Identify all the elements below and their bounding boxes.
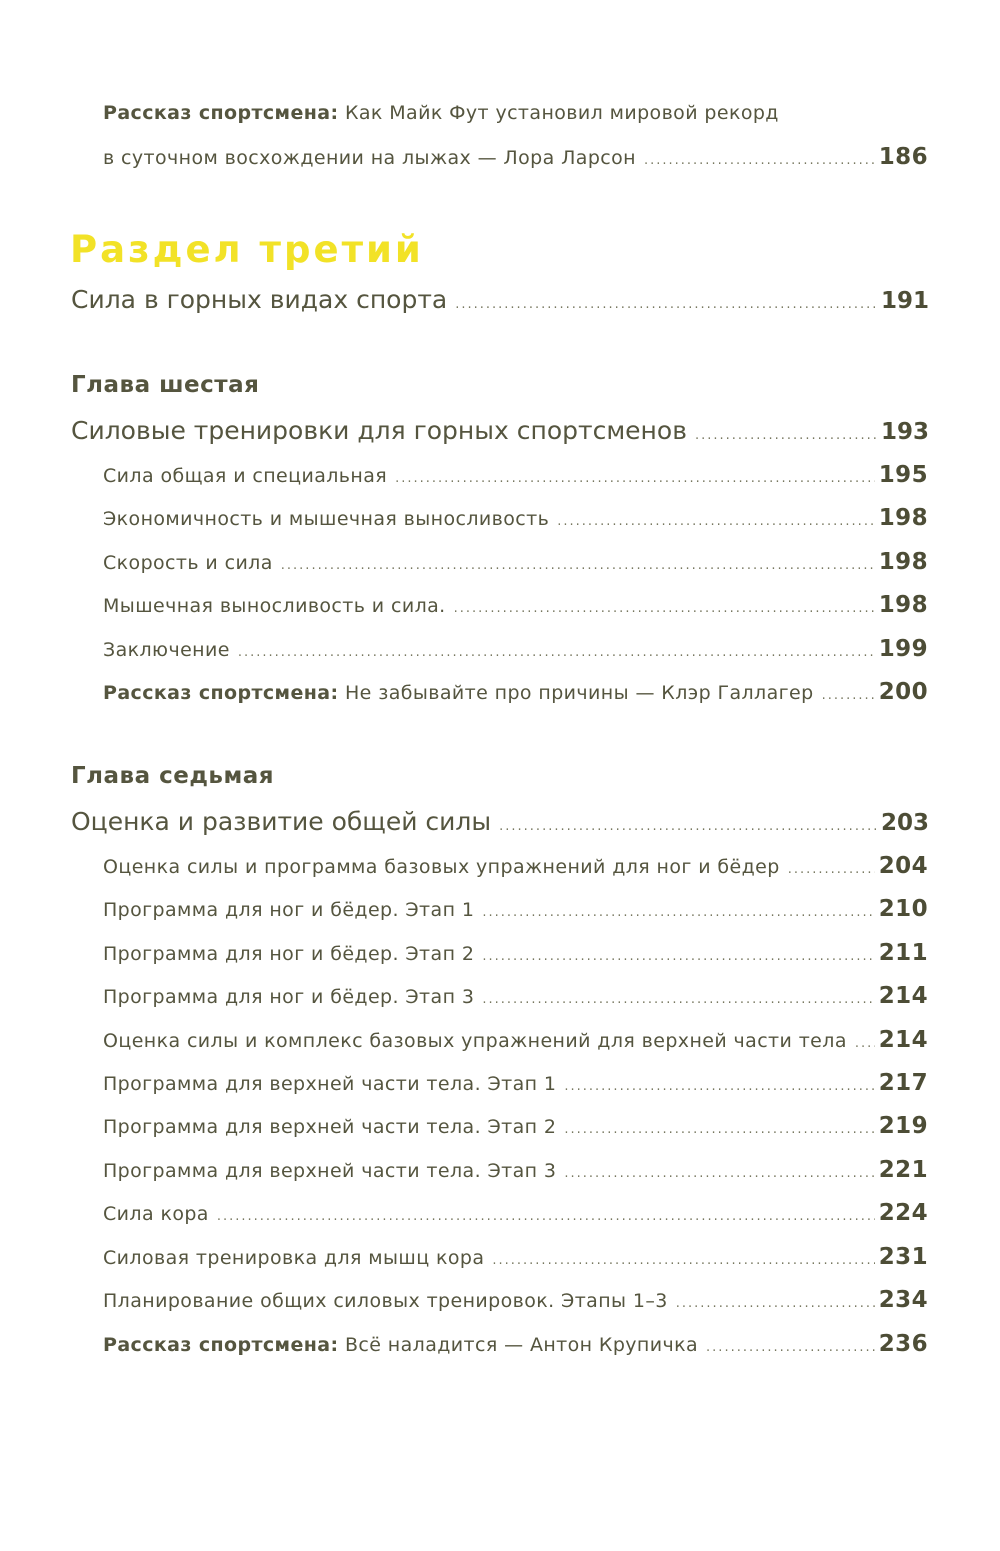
toc-entry bbox=[103, 592, 928, 618]
leader-dots bbox=[395, 471, 875, 486]
leader-dots bbox=[564, 1122, 874, 1137]
toc-entry bbox=[103, 940, 928, 966]
page-number: 224 bbox=[878, 1200, 928, 1226]
leader-dots bbox=[564, 1079, 874, 1094]
section-title: Раздел третий bbox=[70, 228, 424, 271]
entry-text: Заключение bbox=[103, 639, 230, 661]
entry-text: Оценка силы и программа базовых упражнений для ног и бёдер bbox=[103, 856, 780, 878]
leader-dots bbox=[492, 1253, 874, 1268]
toc-entry-story bbox=[103, 1331, 928, 1357]
toc-entry-section bbox=[71, 285, 929, 314]
toc-entry bbox=[103, 636, 928, 662]
toc-entry bbox=[103, 462, 928, 488]
toc-entry bbox=[103, 896, 928, 922]
story-label: Рассказ спортсмена: bbox=[103, 1334, 339, 1356]
page-number: 214 bbox=[878, 983, 928, 1009]
leader-dots bbox=[482, 992, 874, 1007]
leader-dots bbox=[564, 1166, 874, 1181]
toc-entry bbox=[103, 1157, 928, 1183]
leader-dots bbox=[482, 905, 874, 920]
entry-text: Сила общая и специальная bbox=[103, 465, 388, 487]
toc-entry bbox=[103, 1113, 928, 1139]
page-number: 217 bbox=[878, 1070, 928, 1096]
page-number: 195 bbox=[878, 462, 928, 488]
page-number: 198 bbox=[878, 505, 928, 531]
entry-text: Планирование общих силовых тренировок. Этапы 1–3 bbox=[103, 1290, 668, 1312]
entry-text: Силовая тренировка для мышц кора bbox=[103, 1247, 485, 1269]
leader-dots bbox=[644, 153, 875, 168]
toc-entry-intro-line2 bbox=[103, 144, 928, 170]
story-text: Не забывайте про причины — Клэр Галлагер bbox=[344, 682, 814, 704]
story-label: Рассказ спортсмена: bbox=[103, 102, 339, 124]
toc-entry-intro-line1 bbox=[103, 102, 779, 124]
page-number: 186 bbox=[878, 144, 928, 170]
page-number: 221 bbox=[878, 1157, 928, 1183]
toc-entry bbox=[103, 1027, 928, 1053]
toc-entry bbox=[103, 549, 928, 575]
leader-dots bbox=[676, 1296, 875, 1311]
toc-entry bbox=[103, 1287, 928, 1313]
toc-entry-chapter7 bbox=[71, 807, 929, 836]
story-text: Как Майк Фут установил мировой рекорд bbox=[344, 102, 779, 124]
entry-text: Силовые тренировки для горных спортсменов bbox=[71, 416, 687, 445]
entry-text: Программа для ног и бёдер. Этап 2 bbox=[103, 943, 475, 965]
page-number: 198 bbox=[878, 592, 928, 618]
entry-text: Мышечная выносливость и сила. bbox=[103, 595, 446, 617]
leader-dots bbox=[217, 1209, 875, 1224]
page-number: 199 bbox=[878, 636, 928, 662]
leader-dots bbox=[238, 645, 875, 660]
page-number: 219 bbox=[878, 1113, 928, 1139]
entry-text: Оценка и развитие общей силы bbox=[71, 807, 492, 836]
chapter-heading: Глава шестая bbox=[71, 372, 260, 398]
page-number: 234 bbox=[878, 1287, 928, 1313]
leader-dots bbox=[695, 428, 877, 443]
page-number: 203 bbox=[880, 810, 929, 836]
leader-dots bbox=[455, 297, 877, 312]
entry-text: Оценка силы и комплекс базовых упражнений для верхней части тела bbox=[103, 1030, 847, 1052]
leader-dots bbox=[855, 1036, 875, 1051]
toc-entry bbox=[103, 853, 928, 879]
story-label: Рассказ спортсмена: bbox=[103, 682, 339, 704]
entry-text bbox=[103, 1334, 698, 1356]
leader-dots bbox=[788, 862, 875, 877]
entry-text: в суточном восхождении на лыжах — Лора Ларсон bbox=[103, 147, 636, 169]
page-number: 198 bbox=[878, 549, 928, 575]
page-number: 236 bbox=[878, 1331, 928, 1357]
page-number: 204 bbox=[878, 853, 928, 879]
page-number: 231 bbox=[878, 1244, 928, 1270]
entry-text: Сила кора bbox=[103, 1203, 209, 1225]
entry-text: Сила в горных видах спорта bbox=[71, 285, 448, 314]
entry-text: Программа для верхней части тела. Этап 1 bbox=[103, 1073, 557, 1095]
page-number: 214 bbox=[878, 1027, 928, 1053]
page-number: 191 bbox=[880, 288, 929, 314]
story-text: Всё наладится — Антон Крупичка bbox=[344, 1334, 699, 1356]
leader-dots bbox=[454, 601, 875, 616]
page-number: 210 bbox=[878, 896, 928, 922]
toc-entry-chapter6 bbox=[71, 416, 929, 445]
page-number: 200 bbox=[878, 679, 928, 705]
entry-text: Экономичность и мышечная выносливость bbox=[103, 508, 550, 530]
toc-entry bbox=[103, 505, 928, 531]
entry-text bbox=[103, 682, 814, 704]
leader-dots bbox=[822, 688, 875, 703]
toc-entry bbox=[103, 1200, 928, 1226]
leader-dots bbox=[499, 819, 877, 834]
leader-dots bbox=[706, 1340, 875, 1355]
entry-text: Программа для верхней части тела. Этап 2 bbox=[103, 1116, 557, 1138]
leader-dots bbox=[557, 514, 875, 529]
entry-text: Скорость и сила bbox=[103, 552, 273, 574]
leader-dots bbox=[482, 949, 874, 964]
page-number: 193 bbox=[880, 419, 929, 445]
page-number: 211 bbox=[878, 940, 928, 966]
entry-text: Программа для ног и бёдер. Этап 3 bbox=[103, 986, 475, 1008]
toc-entry bbox=[103, 1244, 928, 1270]
entry-text: Программа для ног и бёдер. Этап 1 bbox=[103, 899, 475, 921]
toc-entry-story bbox=[103, 679, 928, 705]
chapter-heading: Глава седьмая bbox=[71, 763, 275, 789]
entry-text: Программа для верхней части тела. Этап 3 bbox=[103, 1160, 557, 1182]
leader-dots bbox=[281, 558, 875, 573]
toc-entry bbox=[103, 1070, 928, 1096]
toc-entry bbox=[103, 983, 928, 1009]
